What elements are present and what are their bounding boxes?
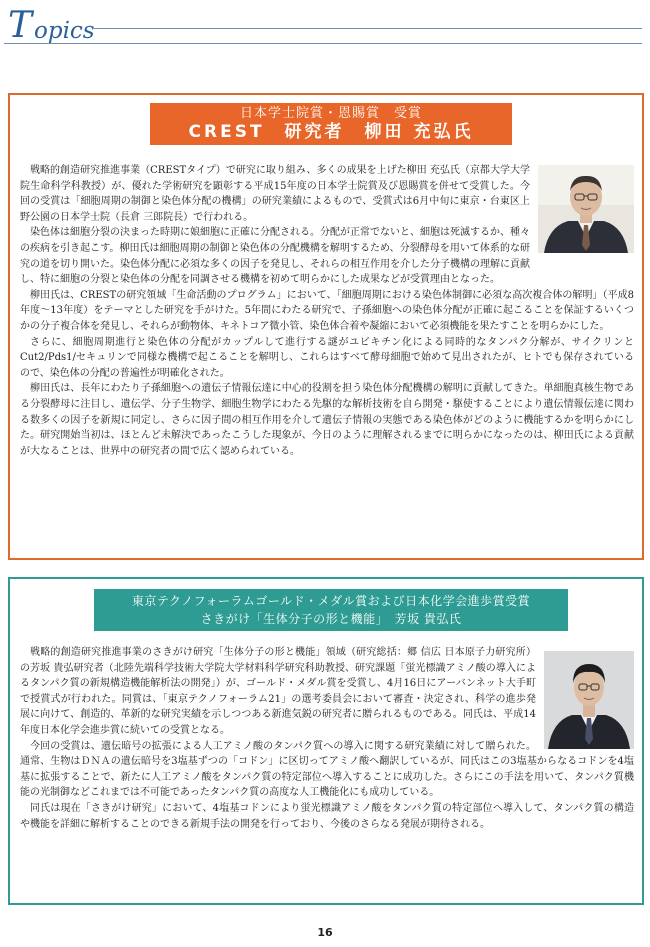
article1-award-title: 日本学士院賞・恩賜賞 受賞 — [239, 106, 422, 121]
article2-award-title: 東京テクノフォーラムゴールド・メダル賞および日本化学会進歩賞受賞 — [131, 594, 531, 608]
article2-paragraph: 戦略的創造研究推進事業のさきがけ研究「生体分子の形と機能」領域（研究総括：郷 信広 日本原子力研究所）の芳坂 貴弘研究者（北陸先端科学技術大学院大学材料科学研究科助教授、研究課題「蛍光標識アミノ酸の導入によるタンパク質の新規構造機能解析法の開発」）が、ゴールド・メダル賞を受賞し、4月16日にアーバンネット大手町で授賞式が行われた。同賞は、「東京テクノフォーラム21」の選考委員会において審査・決定され、科学の進歩発展に向けて、創造的、革新的な研究実績を示しつつある新進気鋭の研究者に贈られるものである。同氏は、平成14年度日本化学会進歩賞に続いての受賞となる。 — [20, 647, 536, 736]
article2-paragraph: 今回の受賞は、遺伝暗号の拡張による人工アミノ酸のタンパク質への導入に関する研究業績に対して贈られた。通常、生物はＤＮＡの遺伝暗号を3塩基ずつの「コドン」に区切ってアミノ酸へ翻訳しているが、同氏はこの3塩基からなるコドンを4塩基に拡張することで、新たに人工アミノ酸をタンパク質の特定部位へ導入することに成功した。さらにこの手法を用いて、タンパク質機能の光制御などこれまでは不可能であったタンパク質の高度な人工機能化にも成功している。 — [20, 740, 634, 799]
article1-banner — [150, 103, 512, 145]
article2-paragraph: 同氏は現在「さきがけ研究」において、4塩基コドンにより蛍光標識アミノ酸をタンパク質の特定部位へ導入して、タンパク質の構造や機能を詳細に解析することのできる新規手法の開発を行っており、今後のさらなる発展が期待される。 — [20, 802, 634, 830]
article2-researcher-name: さきがけ「生体分子の形と機能」 芳坂 貴弘氏 — [200, 612, 462, 626]
article1-body — [20, 163, 634, 459]
article2-body — [20, 645, 634, 832]
article1-paragraph: 柳田氏は、CRESTの研究領域「生命活動のプログラム」において、「細胞周期における染色体制御に必須な高次複合体の解明」（平成8年度〜13年度）をテーマとした研究を手がけた。5年間にわたる研究で、子孫細胞への染色体分配が正確に起こることを保証するいくつかの分子複合体を発見し、それらが動物体、キネトコア微小管、染色体合着や凝縮において必須機能を果たすことを明らかにした。 — [20, 289, 634, 332]
page-header — [0, 0, 650, 50]
header-rule-bottom — [4, 43, 642, 44]
article1-paragraph: 柳田氏は、長年にわたり子孫細胞への遺伝子情報伝達に中心的役割を担う染色体分配機構の解明に貢献してきた。単細胞真核生物である分裂酵母に注目し、遺伝学、分子生物学、細胞生物学にわたる先駆的な解析技術を自ら開発・駆使することにより遺伝情報伝達に関わる数多くの因子を新規に同定し、さらに因子間の相互作用を介して遺伝子情報の実態である染色体がどのように機能するかを明らかにした。研究開始当初は、ほとんど未解決であったこうした現象が、今日のように理解されるまでに明らかになったのは、柳田氏による貢献が大なることは、世界中の研究者の間で広く認められている。 — [20, 383, 634, 457]
article-crest-award — [8, 93, 644, 560]
article1-researcher-name: CREST 研究者 柳田 充弘氏 — [188, 122, 474, 142]
page-number: 16 — [317, 926, 333, 939]
article1-paragraph: 染色体は細胞分裂の決まった時期に娘細胞に正確に分配される。分配が正常でないと、細胞は死滅するか、種々の疾病を引き起こす。柳田氏は細胞周期の制御と染色体の分配機構を解明するため、分裂酵母を用いて体系的な研究の道を切り開いた。染色体分配に必須な多くの因子を発見し、それらの相互作用を介した分子機構の理解に貢献し、特に細胞の分裂と染色体の分配を同調させる機構を初めて明らかにした成果などが受賞理由となった。 — [20, 227, 530, 286]
article2-banner — [94, 589, 568, 631]
portrait-photo-hohsaka — [544, 651, 634, 749]
section-title-rest: opics — [34, 18, 95, 44]
article-gold-medal-award — [8, 577, 644, 905]
portrait-photo-yanagida — [538, 165, 634, 253]
header-rule-top — [94, 28, 642, 29]
article1-paragraph: 戦略的創造研究推進事業（CRESTタイプ）で研究に取り組み、多くの成果を上げた柳田 充弘氏（京都大学大学院生命科学科教授）が、優れた学術研究を顕彰する平成15年度の日本学士院賞及び恩賜賞を併せて受賞した。今回の受賞は「細胞周期の制御と染色体分配の機構」の研究業績によるもので、受賞式は6月中旬に東京・台東区上野公園の日本学士院（長倉 三郎院長）で行われる。 — [20, 165, 530, 223]
article1-paragraph: さらに、細胞周期進行と染色体の分配がカップルして進行する謎がユビキチン化による同時的なタンパク分解が、サイクリンとCut2/Pds1/セキュリンで同様な機構で起こることを解明し、これらはすべて酵母細胞で始めて見出されたが、ヒトでも保存されているので、染色体の分配の普遍性が明確化された。 — [20, 336, 634, 379]
section-title-initial: T — [8, 5, 33, 46]
